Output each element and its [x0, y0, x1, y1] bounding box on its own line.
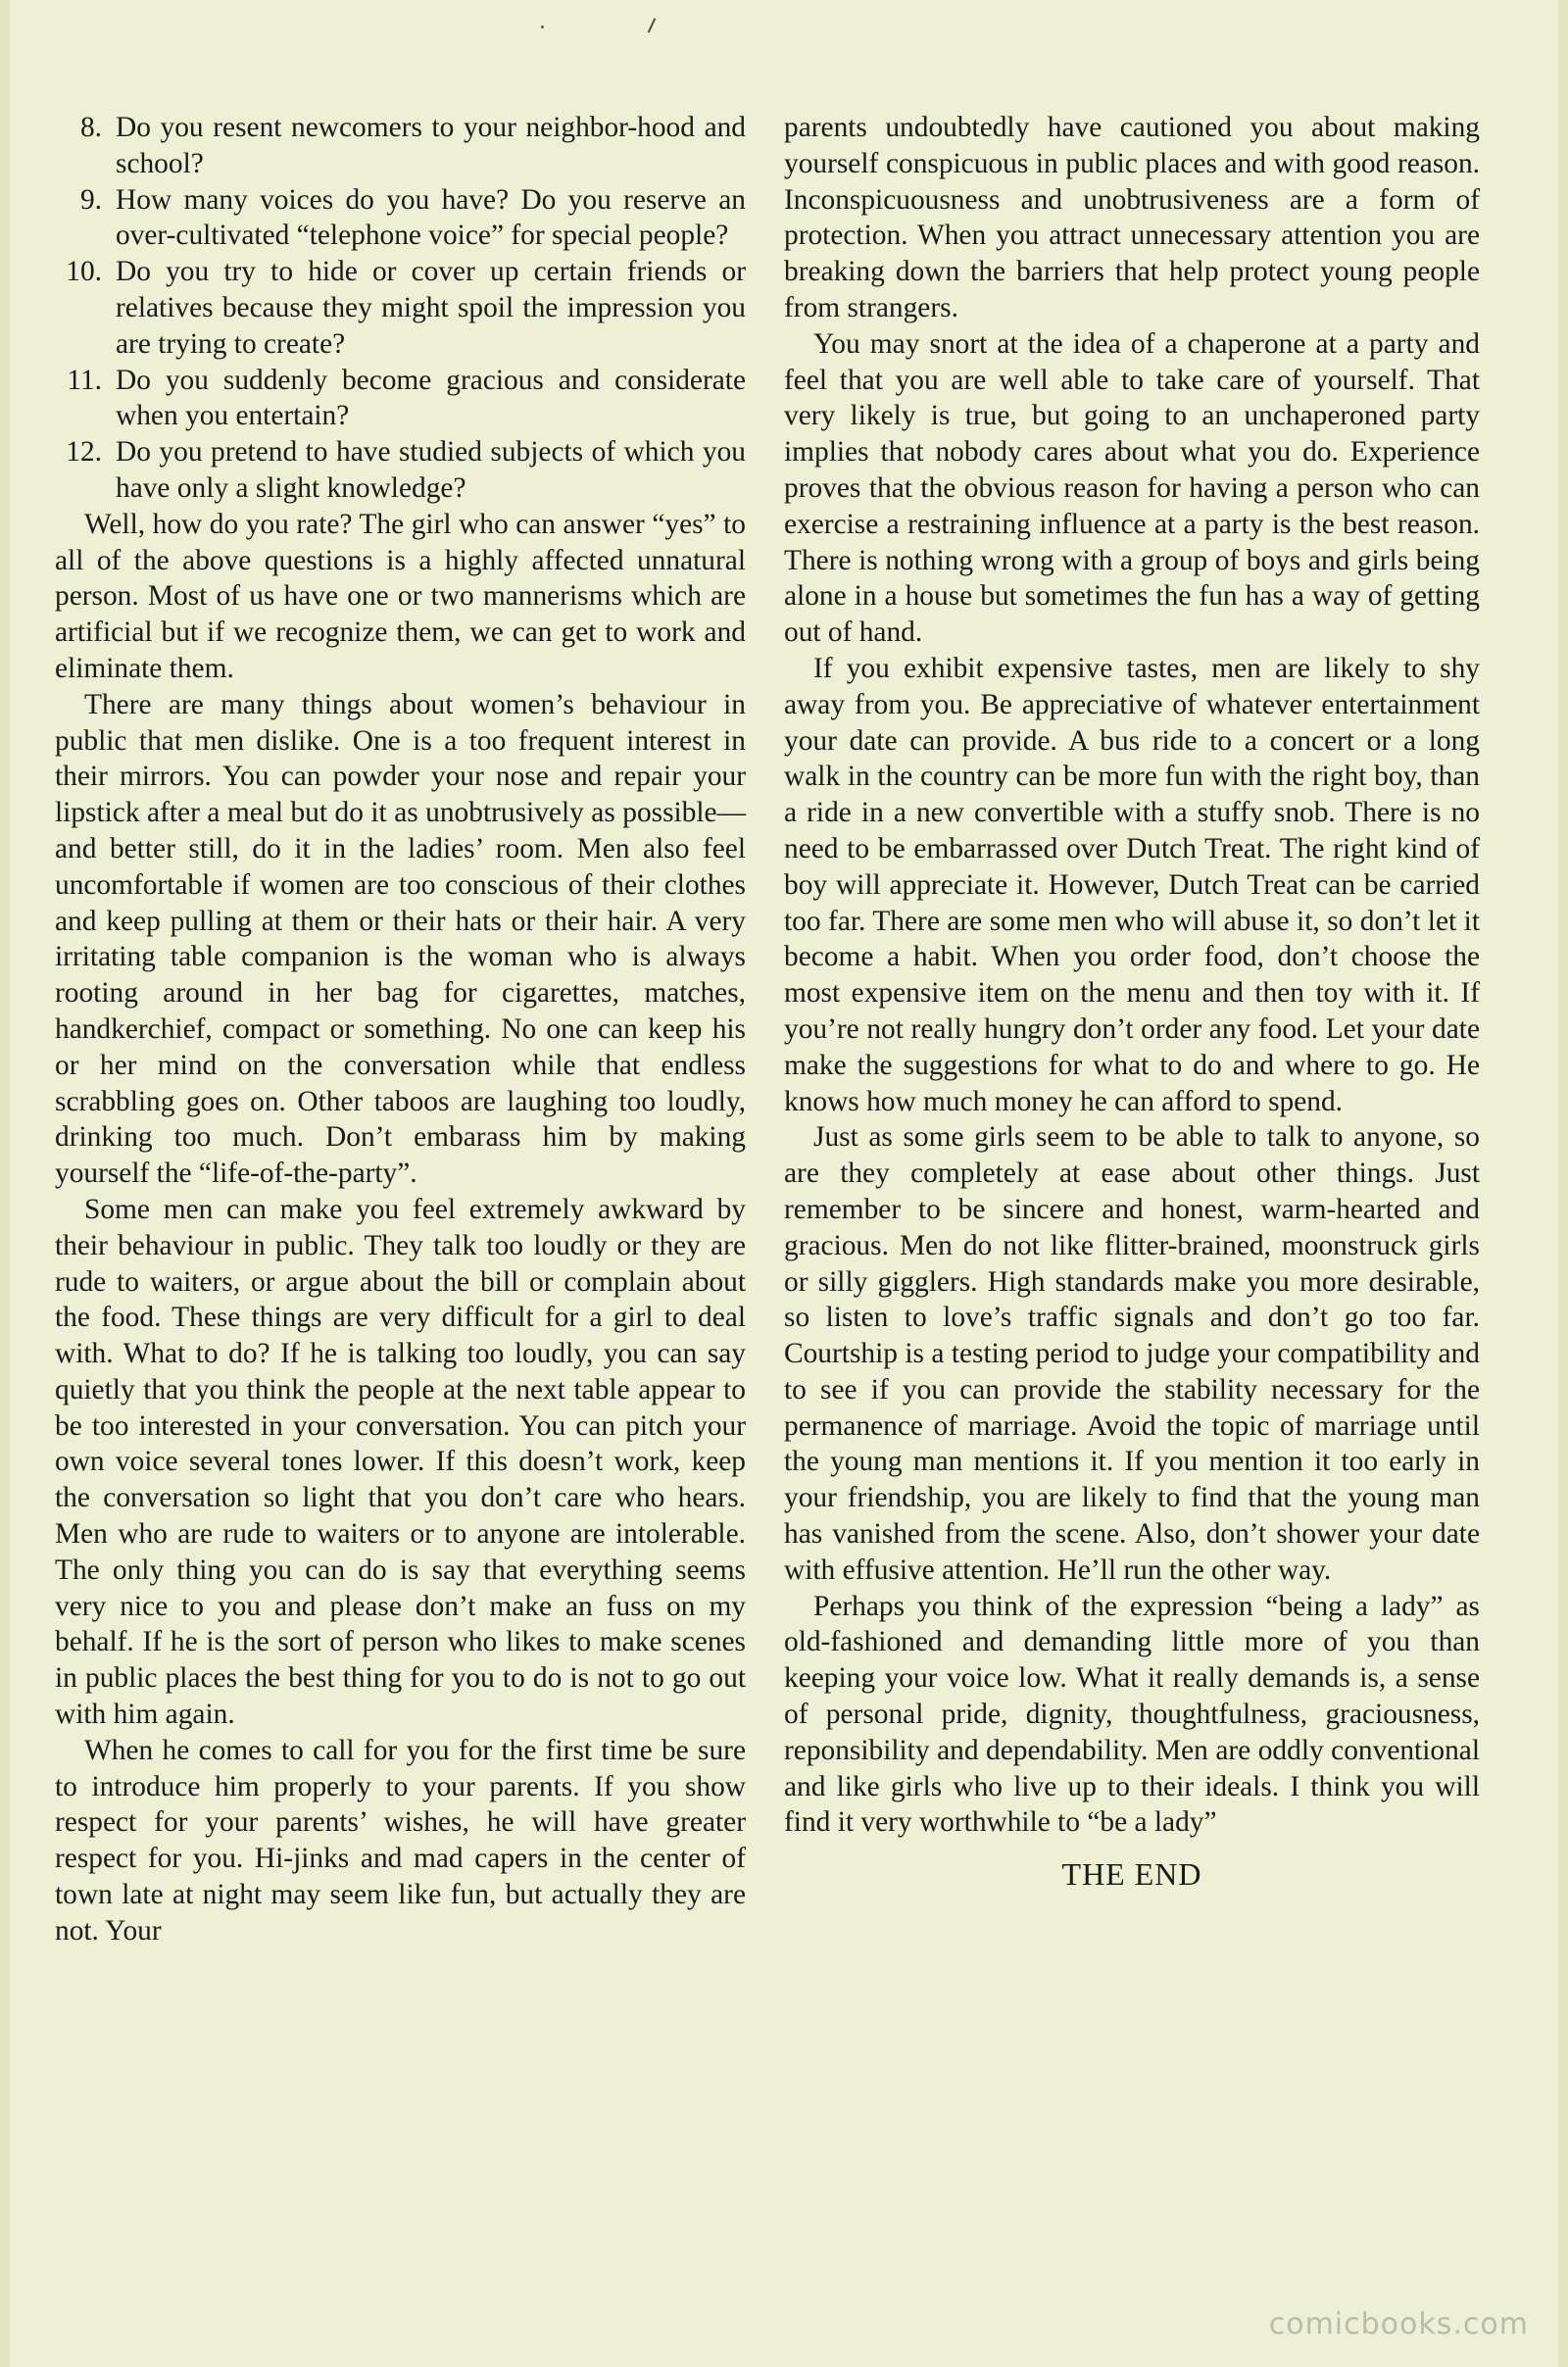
body-paragraph: Perhaps you think of the expression “being a lady” as old-fashioned and demanding little more of you than keeping your voice low. What it really demands is, a sense of personal pride, dignity, thoughtfulness, graciousness, reponsibility and dependability. Men are oddly conventional and like girls who live up to their ideals. I think you will find it very worthwhile to “be a lady”	[784, 1590, 1480, 1839]
question-number: 9.	[79, 183, 102, 216]
question-item	[55, 110, 746, 182]
page-edge-right	[1558, 0, 1568, 2367]
continued-paragraph: parents undoubtedly have cautioned you about making yourself conspicuous in public places and with good reason. Inconspicuousness and unobtrusiveness are a form of protection. When you attract unnecessary attention you are breaking down the barriers that help protect young people from strangers.	[784, 112, 1480, 323]
question-number: 8.	[79, 112, 102, 143]
body-paragraph: Well, how do you rate? The girl who can answer “yes” to all of the above questions is a highly affected unnatural person. Most of us have one or two mannerisms which are artificial but if we recognize them, we can get to work and eliminate them.	[55, 508, 746, 684]
question-text: Do you resent newcomers to your neighbor-hood and school?	[116, 112, 746, 179]
body-paragraph: Just as some girls seem to be able to talk to anyone, so are they completely at ease about other things. Just remember to be sincere and honest, warm-hearted and gracious. Men do not like flitter-brained, moonstruck girls or silly gigglers. High standards make you more desirable, so listen to love’s traffic signals and don’t go too far. Courtship is a testing period to judge your compatibility and to see if you can provide the stability necessary for the permanence of marriage. Avoid the topic of marriage until the young man mentions it. If you mention it too early in your friendship, you are likely to find that the young man has vanished from the scene. Also, don’t shower your date with effusive attention. He’ll run the other way.	[784, 1121, 1480, 1586]
question-number: 10.	[66, 256, 102, 288]
question-number: 12.	[66, 436, 102, 468]
question-item	[55, 363, 746, 435]
question-text: Do you try to hide or cover up certain friends or relatives because they might spoil the impression you are trying to create?	[116, 256, 746, 360]
left-column	[55, 110, 746, 1949]
question-item	[55, 254, 746, 362]
print-speck	[541, 25, 544, 28]
body-paragraph: When he comes to call for you for the first time be sure to introduce him properly to your parents. If you show respect for your parents’ wishes, he will have greater respect for you. Hi-jinks and mad capers in the center of town late at night may seem like fun, but actually they are not. Your	[55, 1734, 746, 1947]
the-end-heading: THE END	[1061, 1856, 1202, 1893]
body-paragraph: If you exhibit expensive tastes, men are likely to shy away from you. Be appreciative of whatever entertainment your date can provide. A bus ride to a concert or a long walk in the country can be more fun with the right boy, than a ride in a new convertible with a stuffy snob. There is no need to be embarrassed over Dutch Treat. The right kind of boy will appreciate it. However, Dutch Treat can be carried too far. There are some men who will abuse it, so don’t let it become a habit. When you order food, don’t choose the most expensive item on the menu and then toy with it. If you’re not really hungry don’t order any food. Let your date make the suggestions for what to do and where to go. He knows how much money he can afford to spend.	[784, 652, 1480, 1117]
question-number: 11.	[67, 364, 102, 396]
question-text: How many voices do you have? Do you reserve an over-cultivated “telephone voice” for special people?	[116, 183, 746, 252]
body-paragraph: Some men can make you feel extremely awkward by their behaviour in public. They talk too loudly or they are rude to waiters, or argue about the bill or complain about the food. These things are very difficult for a girl to deal with. What to do? If he is talking too loudly, you can say quietly that you think the people at the next table appear to be too interested in your conversation. You can pitch your own voice several tones lower. If this doesn’t work, keep the conversation so light that you don’t care who hears. Men who are rude to waiters or to anyone are intolerable. The only thing you can do is say that everything seems very nice to you and please don’t make an fuss on my behalf. If he is the sort of person who likes to make scenes in public places the best thing for you to do is not to go out with him again.	[55, 1193, 746, 1731]
question-text: Do you suddenly become gracious and considerate when you entertain?	[116, 364, 746, 432]
question-item	[55, 434, 746, 507]
question-text: Do you pretend to have studied subjects of which you have only a slight knowledge?	[116, 436, 746, 504]
print-mark	[648, 18, 657, 32]
site-watermark: comicbooks.com	[1268, 2307, 1529, 2342]
page-edge-left	[0, 0, 10, 2367]
question-item	[55, 182, 746, 255]
body-paragraph: There are many things about women’s behaviour in public that men dislike. One is a too frequent interest in their mirrors. You can powder your nose and repair your lipstick after a meal but do it as unobtrusively as possible—and better still, do it in the ladies’ room. Men also feel uncomfortable if women are too conscious of their clothes and keep pulling at them or their hats or their hair. A very irritating table companion is the woman who is always rooting around in her bag for cigarettes, matches, handkerchief, compact or something. No one can keep his or her mind on the conversation while that endless scrabbling goes on. Other taboos are laughing too loudly, drinking too much. Don’t embarass him by making yourself the “life-of-the-party”.	[55, 688, 746, 1190]
right-column	[784, 110, 1480, 1893]
body-paragraph: You may snort at the idea of a chaperone at a party and feel that you are well able to take care of yourself. That very likely is true, but going to an unchaperoned party implies that nobody cares about what you do. Experience proves that the obvious reason for having a person who can exercise a restraining influence at a party is the best reason. There is nothing wrong with a group of boys and girls being alone in a house but sometimes the fun has a way of getting out of hand.	[784, 327, 1480, 649]
